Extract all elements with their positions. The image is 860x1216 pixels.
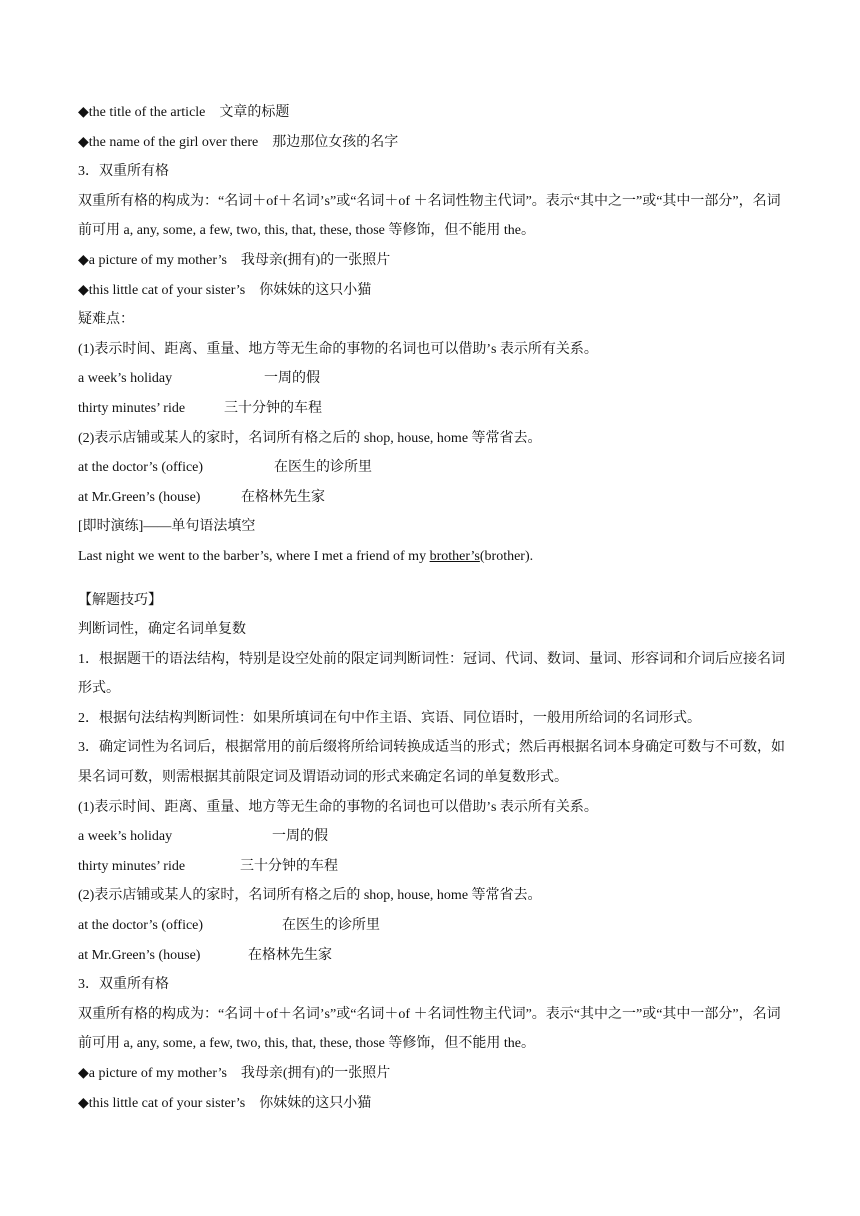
example-chinese: 在医生的诊所里 [282, 918, 380, 934]
tip-item: 1．根据题干的语法结构，特别是设空处前的限定词判断词性：冠词、代词、数词、量词、形容词和介词后应接名词形式。 [78, 651, 785, 697]
note-line: (1)表示时间、距离、重量、地方等无生命的事物的名词也可以借助’s 表示所有关系。 [78, 799, 598, 815]
example-english: a week’s holiday [78, 829, 173, 845]
document-page [78, 98, 788, 1118]
example-chinese: 在医生的诊所里 [274, 460, 372, 476]
example-chinese: 一周的假 [264, 371, 320, 387]
section-heading: 3．双重所有格 [78, 164, 169, 180]
drill-answer: brother’s [429, 548, 480, 564]
note-line: (2)表示店铺或某人的家时，名词所有格之后的 shop, house, home 等常省去。 [78, 430, 542, 446]
paragraph: 双重所有格的构成为：“名词＋of＋名词’s”或“名词＋of ＋名词性物主代词”。表示“其中之一”或“其中一部分”，名词前可用 a, any, some, a few, two, this, that, these, those 等修饰，但不能用 the。 [78, 1006, 781, 1052]
example-row [78, 483, 788, 513]
example-english: at Mr.Green’s (house) [78, 489, 201, 505]
drill-title: [即时演练]——单句语法填空 [78, 519, 256, 535]
bullet-line: ◆this little cat of your sister’s 你妹妹的这只小猫 [78, 1095, 372, 1111]
tips-title: 【解题技巧】 [78, 592, 162, 608]
tips-heading: 判断词性，确定名词单复数 [78, 622, 246, 638]
bullet-line: ◆a picture of my mother’s 我母亲(拥有)的一张照片 [78, 252, 391, 268]
example-row [78, 364, 788, 394]
bullet-line: ◆the title of the article 文章的标题 [78, 105, 290, 120]
example-row [78, 941, 788, 971]
drill-text: Last night we went to the barber’s, where I met a friend of my [78, 548, 430, 564]
example-row [78, 852, 788, 882]
example-chinese: 一周的假 [272, 829, 328, 845]
example-row [78, 453, 788, 483]
example-english: thirty minutes’ ride [78, 858, 186, 874]
example-chinese: 在格林先生家 [248, 947, 332, 963]
example-english: at the doctor’s (office) [78, 918, 204, 934]
example-chinese: 在格林先生家 [241, 489, 325, 505]
drill-hint: (brother). [479, 548, 534, 564]
section-heading: 3．双重所有格 [78, 977, 169, 993]
example-chinese: 三十分钟的车程 [224, 400, 322, 416]
drill-sentence [78, 542, 788, 572]
bullet-line: ◆this little cat of your sister’s 你妹妹的这只小猫 [78, 282, 372, 298]
subheading: 疑难点： [78, 312, 134, 328]
paragraph: 双重所有格的构成为：“名词＋of＋名词’s”或“名词＋of ＋名词性物主代词”。表示“其中之一”或“其中一部分”，名词前可用 a, any, some, a few, two, this, that, these, those 等修饰，但不能用 the。 [78, 193, 781, 239]
example-chinese: 三十分钟的车程 [240, 858, 338, 874]
example-english: thirty minutes’ ride [78, 400, 186, 416]
example-english: at the doctor’s (office) [78, 460, 204, 476]
example-english: a week’s holiday [78, 371, 173, 387]
bullet-line: ◆a picture of my mother’s 我母亲(拥有)的一张照片 [78, 1066, 391, 1081]
example-row [78, 822, 788, 852]
example-english: at Mr.Green’s (house) [78, 947, 201, 963]
note-line: (2)表示店铺或某人的家时，名词所有格之后的 shop, house, home 等常省去。 [78, 888, 542, 904]
example-row [78, 394, 788, 424]
note-line: (1)表示时间、距离、重量、地方等无生命的事物的名词也可以借助’s 表示所有关系。 [78, 341, 598, 357]
tip-item: 3．确定词性为名词后，根据常用的前后缀将所给词转换成适当的形式；然后再根据名词本身确定可数与不可数，如果名词可数，则需根据其前限定词及谓语动词的形式来确定名词的单复数形式。 [78, 740, 785, 786]
example-row [78, 911, 788, 941]
tip-item: 2．根据句法结构判断词性：如果所填词在句中作主语、宾语、同位语时，一般用所给词的名词形式。 [78, 710, 701, 726]
bullet-line: ◆the name of the girl over there 那边那位女孩的名字 [78, 134, 399, 150]
